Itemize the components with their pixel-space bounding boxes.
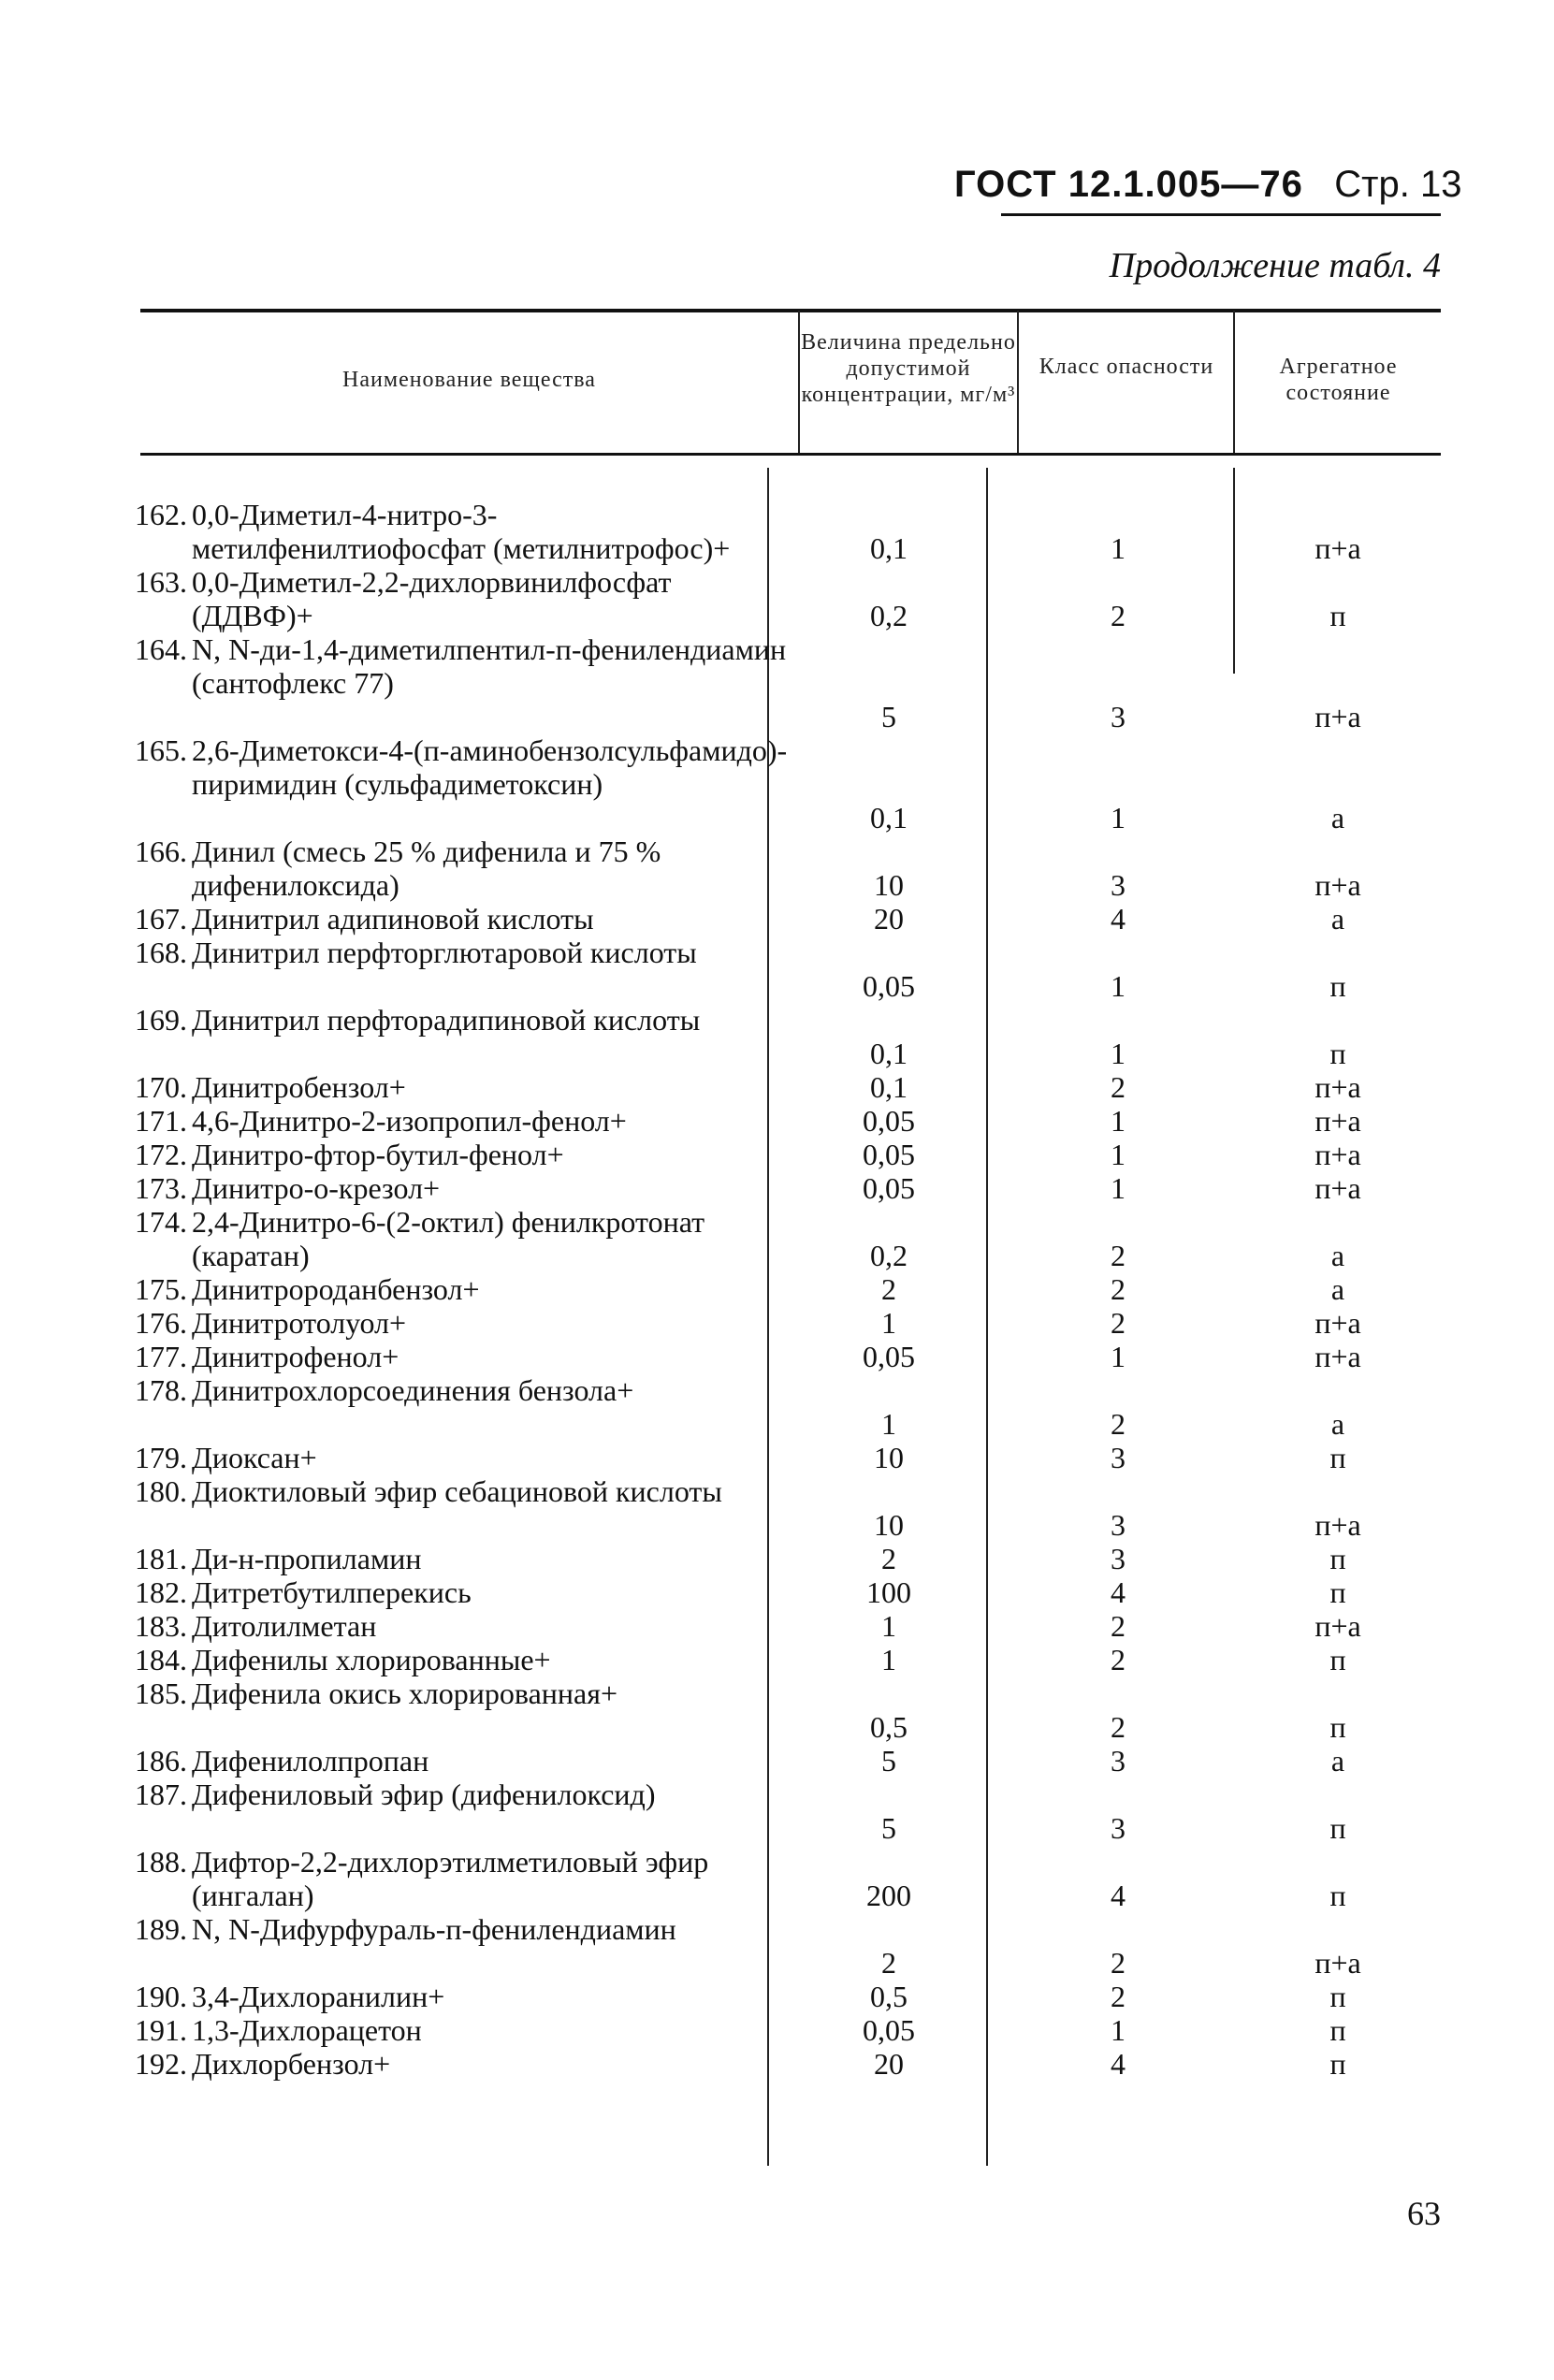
table-row <box>0 1575 1554 1609</box>
column-divider <box>1017 311 1019 453</box>
mac-value: 200 <box>866 1879 911 1912</box>
column-header-name: Наименование вещества <box>342 368 596 392</box>
substance-name: 4,6-Динитро-2-изопропил-фенол+ <box>192 1104 627 1138</box>
table-row <box>0 498 1554 565</box>
mac-value: 2 <box>881 1272 896 1306</box>
table-row <box>0 1205 1554 1272</box>
column-divider <box>1233 311 1235 453</box>
table-row <box>0 936 1554 1003</box>
aggregate-state: п <box>1329 1542 1346 1575</box>
mac-value: 20 <box>874 902 904 936</box>
table-row <box>0 1845 1554 1912</box>
row-number: 185. <box>135 1676 187 1710</box>
substance-name: Динитрил перфторглютаровой кислоты <box>192 936 697 969</box>
aggregate-state: п+а <box>1314 868 1361 902</box>
aggregate-state: п <box>1329 1710 1346 1744</box>
aggregate-state: п+а <box>1314 1138 1361 1171</box>
table-row <box>0 565 1554 632</box>
substance-name: Дитолилметан <box>192 1609 377 1643</box>
table-row <box>0 1070 1554 1104</box>
hazard-class: 2 <box>1111 1643 1126 1676</box>
substance-name: Дифенила окись хлорированная+ <box>192 1676 617 1710</box>
row-number: 177. <box>135 1340 187 1373</box>
row-number: 167. <box>135 902 187 936</box>
hazard-class: 2 <box>1111 1070 1126 1104</box>
table-row <box>0 1441 1554 1474</box>
aggregate-state: п+а <box>1314 1609 1361 1643</box>
aggregate-state: а <box>1330 1239 1345 1272</box>
hazard-class: 2 <box>1111 1980 1126 2013</box>
row-number: 178. <box>135 1373 187 1407</box>
substance-name: Динитрил адипиновой кислоты <box>192 902 594 936</box>
substance-name: 2,4-Динитро-6-(2-октил) фенилкротонат (каратан) <box>192 1205 705 1272</box>
aggregate-state: п <box>1329 1980 1346 2013</box>
header-rule <box>1001 213 1441 216</box>
hazard-class: 1 <box>1111 1104 1126 1138</box>
row-number: 183. <box>135 1609 187 1643</box>
row-number: 179. <box>135 1441 187 1474</box>
aggregate-state: п <box>1329 1441 1346 1474</box>
mac-value: 10 <box>874 868 904 902</box>
substance-name: Динитрохлорсоединения бензола+ <box>192 1373 634 1407</box>
aggregate-state: п <box>1329 1575 1346 1609</box>
hazard-class: 3 <box>1111 1508 1126 1542</box>
table-row <box>0 2047 1554 2081</box>
substance-name: 0,0-Диметил-2,2-дихлорвинилфосфат (ДДВФ)+ <box>192 565 672 632</box>
substance-name: 3,4-Дихлоранилин+ <box>192 1980 445 2013</box>
substance-name: 1,3-Дихлорацетон <box>192 2013 422 2047</box>
substance-name: Динитробензол+ <box>192 1070 406 1104</box>
row-number: 173. <box>135 1171 187 1205</box>
table-row <box>0 1003 1554 1070</box>
mac-value: 0,1 <box>870 801 908 834</box>
mac-value: 5 <box>881 1811 896 1845</box>
mac-value: 0,5 <box>870 1710 908 1744</box>
hazard-class: 3 <box>1111 1744 1126 1778</box>
substance-name: Дифенилы хлорированные+ <box>192 1643 551 1676</box>
mac-value: 0,1 <box>870 1070 908 1104</box>
hazard-class: 4 <box>1111 1575 1126 1609</box>
mac-value: 5 <box>881 700 896 733</box>
row-number: 191. <box>135 2013 187 2047</box>
substance-name: Динитротолуол+ <box>192 1306 407 1340</box>
hazard-class: 2 <box>1111 599 1126 632</box>
aggregate-state: п <box>1329 2013 1346 2047</box>
row-number: 162. <box>135 498 187 531</box>
hazard-class: 2 <box>1111 1407 1126 1441</box>
row-number: 190. <box>135 1980 187 2013</box>
hazard-class: 3 <box>1111 700 1126 733</box>
hazard-class: 4 <box>1111 1879 1126 1912</box>
page-label: Стр. 13 <box>1334 164 1462 205</box>
mac-value: 1 <box>881 1609 896 1643</box>
mac-value: 1 <box>881 1643 896 1676</box>
aggregate-state: п+а <box>1314 1306 1361 1340</box>
substance-name: 0,0-Диметил-4-нитро-3-метилфенилтиофосфат (метилнитрофос)+ <box>192 498 731 565</box>
table-row <box>0 1138 1554 1171</box>
mac-value: 0,1 <box>870 531 908 565</box>
row-number: 182. <box>135 1575 187 1609</box>
table-row <box>0 1778 1554 1845</box>
table-row <box>0 1306 1554 1340</box>
table-body <box>0 498 1554 2081</box>
table-row <box>0 834 1554 902</box>
mac-value: 2 <box>881 1542 896 1575</box>
table-row <box>0 1643 1554 1676</box>
mac-value: 0,05 <box>863 1171 915 1205</box>
table-row <box>0 1912 1554 1980</box>
hazard-class: 1 <box>1111 1171 1126 1205</box>
table-row <box>0 2013 1554 2047</box>
aggregate-state: а <box>1330 1272 1345 1306</box>
table-row <box>0 1542 1554 1575</box>
substance-name: Динил (смесь 25 % дифенила и 75 % дифенилоксида) <box>192 834 661 902</box>
aggregate-state: п <box>1329 1643 1346 1676</box>
hazard-class: 1 <box>1111 1037 1126 1070</box>
aggregate-state: п+а <box>1314 1171 1361 1205</box>
aggregate-state: а <box>1330 1407 1345 1441</box>
mac-value: 10 <box>874 1508 904 1542</box>
hazard-class: 1 <box>1111 801 1126 834</box>
row-number: 176. <box>135 1306 187 1340</box>
substance-name: Динитророданбензол+ <box>192 1272 480 1306</box>
row-number: 189. <box>135 1912 187 1946</box>
table-row <box>0 1340 1554 1373</box>
hazard-class: 3 <box>1111 868 1126 902</box>
mac-value: 0,2 <box>870 599 908 632</box>
page-header <box>954 164 1462 206</box>
aggregate-state: п+а <box>1314 1340 1361 1373</box>
row-number: 180. <box>135 1474 187 1508</box>
aggregate-state: а <box>1330 1744 1345 1778</box>
mac-value: 0,05 <box>863 1104 915 1138</box>
mac-value: 0,05 <box>863 2013 915 2047</box>
aggregate-state: а <box>1330 801 1345 834</box>
substance-name: Динитро-о-крезол+ <box>192 1171 441 1205</box>
row-number: 188. <box>135 1845 187 1879</box>
aggregate-state: а <box>1330 902 1345 936</box>
aggregate-state: п <box>1329 969 1346 1003</box>
aggregate-state: п <box>1329 1811 1346 1845</box>
mac-value: 0,05 <box>863 969 915 1003</box>
row-number: 175. <box>135 1272 187 1306</box>
mac-value: 20 <box>874 2047 904 2081</box>
aggregate-state: п <box>1329 599 1346 632</box>
hazard-class: 2 <box>1111 1710 1126 1744</box>
substance-name: Динитрофенол+ <box>192 1340 399 1373</box>
table-row <box>0 1474 1554 1542</box>
substance-name: 2,6-Диметокси-4-(п-аминобензолсульфамидо)-пиримидин (сульфадиметоксин) <box>192 733 788 801</box>
mac-value: 1 <box>881 1407 896 1441</box>
substance-name: Динитрил перфторадипиновой кислоты <box>192 1003 701 1037</box>
aggregate-state: п+а <box>1314 1508 1361 1542</box>
row-number: 186. <box>135 1744 187 1778</box>
row-number: 171. <box>135 1104 187 1138</box>
table-row <box>0 1744 1554 1778</box>
row-number: 168. <box>135 936 187 969</box>
table-row <box>0 1676 1554 1744</box>
substance-name: Дифениловый эфир (дифенилоксид) <box>192 1778 656 1811</box>
mac-value: 5 <box>881 1744 896 1778</box>
hazard-class: 1 <box>1111 1340 1126 1373</box>
hazard-class: 3 <box>1111 1441 1126 1474</box>
mac-value: 0,05 <box>863 1340 915 1373</box>
hazard-class: 1 <box>1111 969 1126 1003</box>
column-header-mac: Величина предельно допустимой концентрации, мг/м³ <box>801 330 1016 407</box>
table-header-rule <box>140 453 1441 456</box>
hazard-class: 2 <box>1111 1946 1126 1980</box>
aggregate-state: п <box>1329 1037 1346 1070</box>
table-row <box>0 902 1554 936</box>
substance-name: N, N-Дифурфураль-п-фенилендиамин <box>192 1912 676 1946</box>
substance-name: Дитретбутилперекись <box>192 1575 472 1609</box>
aggregate-state: п+а <box>1314 531 1361 565</box>
table-row <box>0 733 1554 834</box>
aggregate-state: п+а <box>1314 700 1361 733</box>
row-number: 169. <box>135 1003 187 1037</box>
row-number: 165. <box>135 733 187 767</box>
row-number: 184. <box>135 1643 187 1676</box>
aggregate-state: п+а <box>1314 1070 1361 1104</box>
standard-code: ГОСТ 12.1.005—76 <box>954 164 1303 205</box>
substance-name: Дифтор-2,2-дихлорэтилметиловый эфир (ингалан) <box>192 1845 709 1912</box>
hazard-class: 3 <box>1111 1542 1126 1575</box>
aggregate-state: п <box>1329 2047 1346 2081</box>
hazard-class: 4 <box>1111 902 1126 936</box>
hazard-class: 3 <box>1111 1811 1126 1845</box>
mac-value: 0,5 <box>870 1980 908 2013</box>
table-row <box>0 1609 1554 1643</box>
table-row <box>0 1373 1554 1441</box>
row-number: 174. <box>135 1205 187 1239</box>
hazard-class: 2 <box>1111 1609 1126 1643</box>
mac-value: 2 <box>881 1946 896 1980</box>
column-divider <box>798 311 800 453</box>
substance-name: Диоктиловый эфир себациновой кислоты <box>192 1474 722 1508</box>
table-continuation-caption: Продолжение табл. 4 <box>1109 246 1441 285</box>
row-number: 163. <box>135 565 187 599</box>
hazard-class: 2 <box>1111 1239 1126 1272</box>
mac-value: 0,05 <box>863 1138 915 1171</box>
hazard-class: 2 <box>1111 1306 1126 1340</box>
row-number: 181. <box>135 1542 187 1575</box>
row-number: 166. <box>135 834 187 868</box>
mac-value: 0,1 <box>870 1037 908 1070</box>
substance-name: Ди-н-пропиламин <box>192 1542 422 1575</box>
table-row <box>0 632 1554 733</box>
substance-name: Дихлорбензол+ <box>192 2047 391 2081</box>
mac-value: 100 <box>866 1575 911 1609</box>
aggregate-state: п <box>1329 1879 1346 1912</box>
hazard-class: 1 <box>1111 2013 1126 2047</box>
substance-name: Диоксан+ <box>192 1441 317 1474</box>
aggregate-state: п+а <box>1314 1946 1361 1980</box>
column-header-class: Класс опасности <box>1038 355 1214 379</box>
row-number: 192. <box>135 2047 187 2081</box>
hazard-class: 2 <box>1111 1272 1126 1306</box>
substance-name: Динитро-фтор-бутил-фенол+ <box>192 1138 564 1171</box>
row-number: 164. <box>135 632 187 666</box>
mac-value: 1 <box>881 1306 896 1340</box>
row-number: 172. <box>135 1138 187 1171</box>
table-row <box>0 1171 1554 1205</box>
hazard-class: 1 <box>1111 1138 1126 1171</box>
mac-value: 0,2 <box>870 1239 908 1272</box>
substance-name: N, N-ди-1,4-диметилпентил-п-фенилендиамин (сантофлекс 77) <box>192 632 787 700</box>
substance-name: Дифенилолпропан <box>192 1744 429 1778</box>
table-row <box>0 1980 1554 2013</box>
column-header-state: Агрегатное состояние <box>1279 355 1398 405</box>
hazard-class: 1 <box>1111 531 1126 565</box>
table-row <box>0 1272 1554 1306</box>
row-number: 170. <box>135 1070 187 1104</box>
row-number: 187. <box>135 1778 187 1811</box>
mac-value: 10 <box>874 1441 904 1474</box>
aggregate-state: п+а <box>1314 1104 1361 1138</box>
hazard-class: 4 <box>1111 2047 1126 2081</box>
page-number: 63 <box>1407 2195 1441 2232</box>
table-top-rule <box>140 309 1441 312</box>
table-row <box>0 1104 1554 1138</box>
